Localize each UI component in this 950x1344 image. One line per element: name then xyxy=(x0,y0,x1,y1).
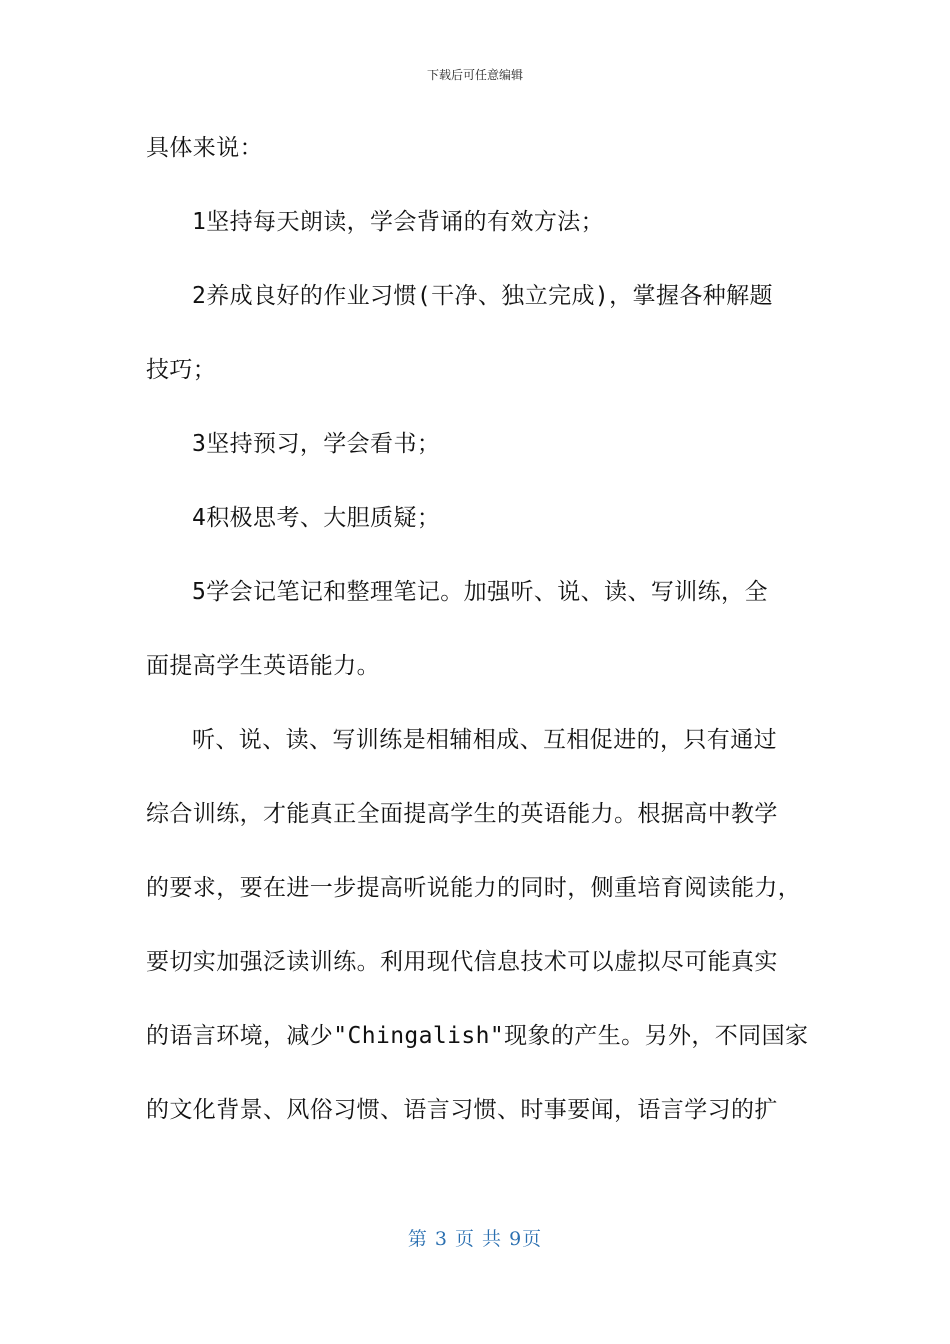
text-line: 的文化背景、风俗习惯、语言习惯、时事要闻，语言学习的扩 xyxy=(146,1097,778,1123)
text-line: 2养成良好的作业习惯(干净、独立完成)，掌握各种解题 xyxy=(192,283,773,309)
text-line: 1坚持每天朗读，学会背诵的有效方法； xyxy=(192,209,605,235)
document-body xyxy=(146,120,816,1156)
text-line: 听、说、读、写训练是相辅相成、互相促进的，只有通过 xyxy=(192,727,777,753)
text-line: 综合训练，才能真正全面提高学生的英语能力。根据高中教学 xyxy=(146,801,778,827)
text-line: 技巧； xyxy=(146,357,217,383)
text-line: 5学会记笔记和整理笔记。加强听、说、读、写训练，全 xyxy=(192,579,768,605)
page-header: 下载后可任意编辑 xyxy=(426,68,523,82)
text-line: 具体来说： xyxy=(146,135,263,161)
text-line: 的语言环境，减少"Chingalish"现象的产生。另外，不同国家 xyxy=(146,1023,809,1049)
text-line: 的要求，要在进一步提高听说能力的同时，侧重培育阅读能力， xyxy=(146,875,802,901)
text-line: 4积极思考、大胆质疑； xyxy=(192,505,441,531)
text-line: 面提高学生英语能力。 xyxy=(146,653,380,679)
page-number-footer: 第 3 页 共 9页 xyxy=(407,1228,543,1250)
text-line: 要切实加强泛读训练。利用现代信息技术可以虚拟尽可能真实 xyxy=(146,949,778,975)
text-line: 3坚持预习，学会看书； xyxy=(192,431,441,457)
